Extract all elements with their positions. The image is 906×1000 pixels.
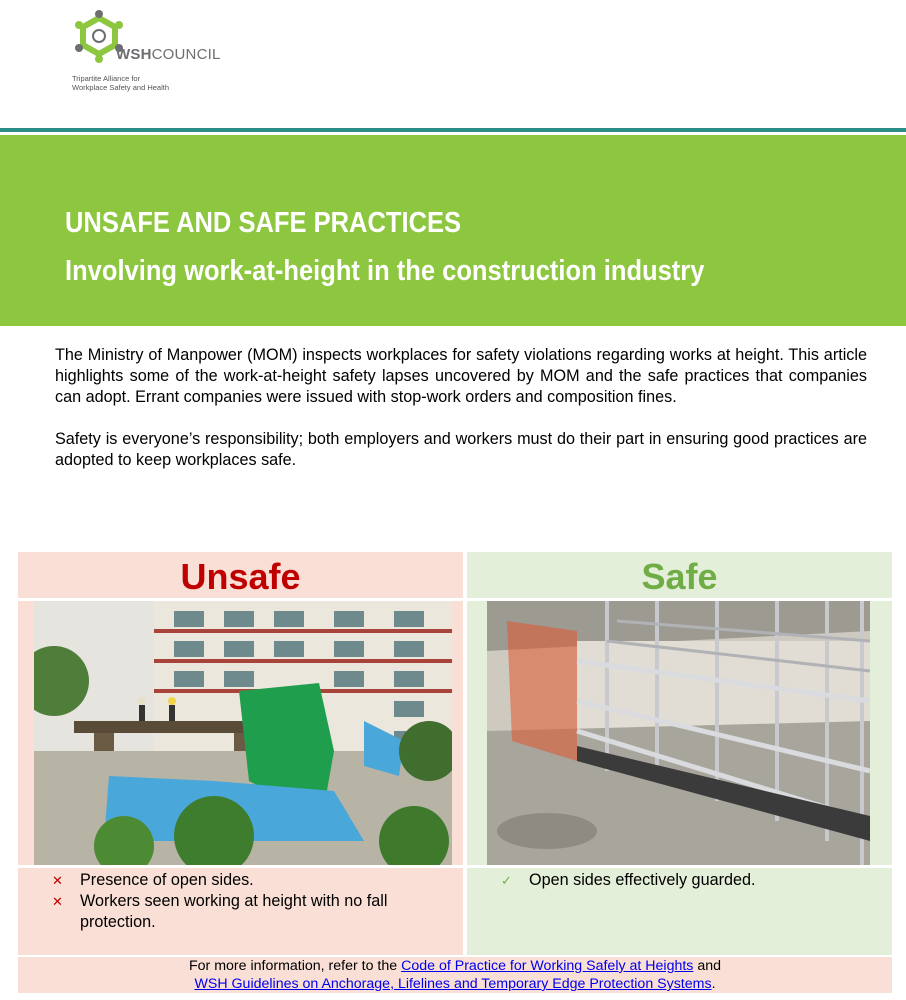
safe-heading: Safe	[641, 556, 718, 597]
list-item: ✕ Presence of open sides.	[52, 871, 254, 889]
page-title: UNSAFE AND SAFE PRACTICES	[65, 207, 462, 239]
list-item: ✓ Open sides effectively guarded.	[501, 871, 756, 889]
intro-paragraph-1: The Ministry of Manpower (MOM) inspects workplaces for safety violations regarding works at height. This article highlights some of the work-at-height safety lapses uncovered by MOM and the safe practices that companies can adopt. Errant companies were issued with stop-work orders and composition fines.	[55, 346, 867, 406]
page-subtitle: Involving work-at-height in the construction industry	[65, 255, 705, 287]
intro-paragraph-2: Safety is everyone’s responsibility; both employers and workers must do their part in ensuring good practices are adopted to keep workplaces safe.	[55, 430, 867, 469]
safe-photo	[487, 601, 870, 865]
list-item: ✕ Workers seen working at height with no fall protection.	[52, 892, 388, 931]
code-of-practice-link[interactable]: Code of Practice for Working Safely at Heights	[401, 958, 694, 974]
cross-icon: ✕	[52, 873, 63, 888]
footer-references: For more information, refer to the Code of Practice for Working Safely at Heights and WSH Guidelines on Anchorage, Lifelines and Temporary Edge Protection Systems.	[18, 957, 892, 993]
check-icon: ✓	[501, 873, 512, 888]
cross-icon: ✕	[52, 894, 63, 909]
wsh-guidelines-link[interactable]: WSH Guidelines on Anchorage, Lifelines and Temporary Edge Protection Systems	[194, 976, 712, 992]
wsh-council-logo	[68, 8, 288, 98]
divider	[467, 865, 892, 868]
intro-text	[55, 345, 867, 471]
unsafe-photo	[34, 601, 452, 865]
safe-list	[501, 870, 755, 891]
unsafe-list	[52, 870, 463, 933]
comparison-table	[18, 552, 892, 955]
top-rule	[0, 128, 906, 132]
unsafe-column	[18, 552, 463, 955]
title-banner	[0, 135, 906, 326]
safe-column	[467, 552, 892, 955]
unsafe-heading: Unsafe	[180, 556, 301, 597]
divider	[18, 865, 463, 868]
logo-wordmark: WSHCOUNCIL	[116, 46, 221, 63]
logo-tagline: Tripartite Alliance for Workplace Safety and Health	[72, 74, 169, 92]
